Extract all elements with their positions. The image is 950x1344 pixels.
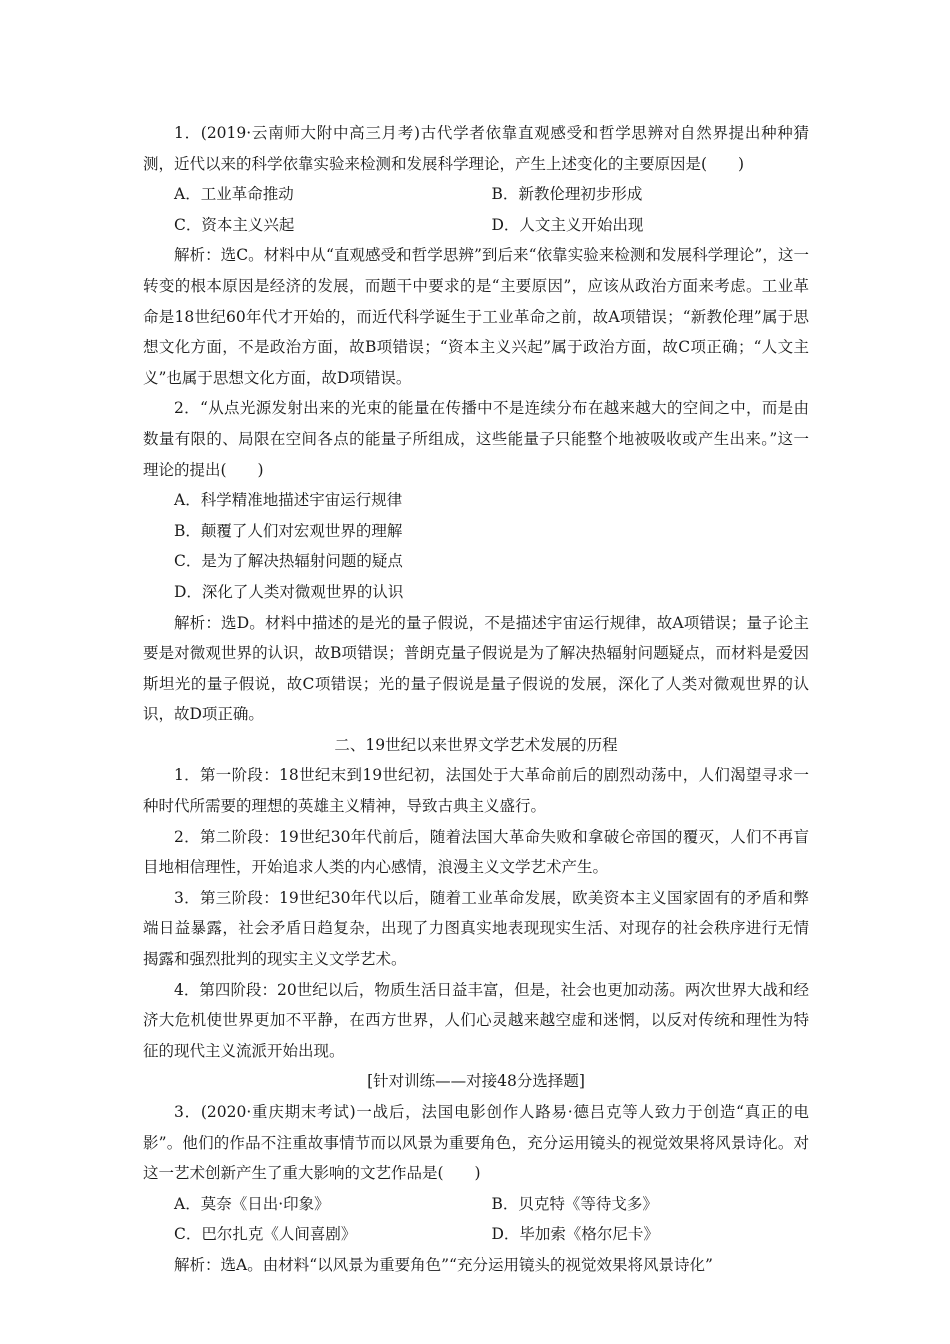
option-c: C．巴尔扎克《人间喜剧》 xyxy=(174,1225,357,1244)
training-heading: [针对训练——对接48分选择题] xyxy=(367,1072,585,1091)
option-b: B．新教伦理初步形成 xyxy=(491,185,643,204)
question-2-stem: 2．“从点光源发射出来的光束的能量在传播中不是连续分布在越来越大的空间之中，而是由数量有限的、局限在空间各点的能量子所组成，这些能量子只能整个地被吸收或产生出来。”这一理论的提出( ) xyxy=(143,399,809,479)
option-a: A．科学精准地描述宇宙运行规律 xyxy=(174,491,403,510)
question-1-options-row-1 xyxy=(143,179,809,210)
option-b: B．贝克特《等待戈多》 xyxy=(491,1194,658,1213)
question-1-analysis: 解析：选C。材料中从“直观感受和哲学思辨”到后来“依靠实验来检测和发展科学理论”，这一转变的根本原因是经济的发展，而题干中要求的是“主要原因”，应该从政治方面来考虑。工业革命是18世纪60年代才开始的，而近代科学诞生于工业革命之前，故A项错误；“新教伦理”属于思想文化方面，不是政治方面，故B项错误；“资本主义兴起”属于政治方面，故C项正确；“人文主义”也属于思想文化方面，故D项错误。 xyxy=(143,246,809,387)
question-3-stem: 3．(2020·重庆期末考试)一战后，法国电影创作人路易·德吕克等人致力于创造“真正的电影”。他们的作品不注重故事情节而以风景为重要角色，充分运用镜头的视觉效果将风景诗化。对这一艺术创新产生了重大影响的文艺作品是( ) xyxy=(143,1103,809,1183)
option-d: D．深化了人类对微观世界的认识 xyxy=(174,582,404,601)
question-1-options-row-2 xyxy=(143,210,809,241)
option-a: A．莫奈《日出·印象》 xyxy=(174,1194,330,1213)
stage-2: 2．第二阶段：19世纪30年代前后，随着法国大革命失败和拿破仑帝国的覆灭，人们不再盲目地相信理性，开始追求人类的内心感情，浪漫主义文学艺术产生。 xyxy=(143,827,809,877)
option-b: B．颠覆了人们对宏观世界的理解 xyxy=(174,521,403,540)
question-3-options-row-1 xyxy=(143,1189,809,1220)
option-a: A．工业革命推动 xyxy=(174,185,294,204)
option-c: C．资本主义兴起 xyxy=(174,215,295,234)
question-2-analysis: 解析：选D。材料中描述的是光的量子假说，不是描述宇宙运行规律，故A项错误；量子论主要是对微观世界的认识，故B项错误；普朗克量子假说是为了解决热辐射问题疑点，而材料是爱因斯坦光的量子假说，故C项错误；光的量子假说是量子假说的发展，深化了人类对微观世界的认识，故D项正确。 xyxy=(143,613,809,724)
option-c: C．是为了解决热辐射问题的疑点 xyxy=(174,552,403,571)
question-3-options-row-2 xyxy=(143,1219,809,1250)
stage-1: 1．第一阶段：18世纪末到19世纪初，法国处于大革命前后的剧烈动荡中，人们渴望寻求一种时代所需要的理想的英雄主义精神，导致古典主义盛行。 xyxy=(143,766,809,816)
stage-3: 3．第三阶段：19世纪30年代以后，随着工业革命发展，欧美资本主义国家固有的矛盾和弊端日益暴露，社会矛盾日趋复杂，出现了力图真实地表现现实生活、对现存的社会秩序进行无情揭露和强烈批判的现实主义文学艺术。 xyxy=(143,888,809,969)
stage-4: 4．第四阶段：20世纪以后，物质生活日益丰富，但是，社会也更加动荡。两次世界大战和经济大危机使世界更加不平静，在西方世界，人们心灵越来越空虚和迷惘，以反对传统和理性为特征的现代主义流派开始出现。 xyxy=(143,980,809,1060)
document-page xyxy=(143,118,809,1281)
question-1-stem: 1．(2019·云南师大附中高三月考)古代学者依靠直观感受和哲学思辨对自然界提出种种猜测，近代以来的科学依靠实验来检测和发展科学理论，产生上述变化的主要原因是( ) xyxy=(143,124,809,173)
option-d: D．毕加索《格尔尼卡》 xyxy=(491,1225,659,1244)
question-3-analysis: 解析：选A。由材料“以风景为重要角色”“充分运用镜头的视觉效果将风景诗化” xyxy=(174,1255,713,1274)
section-heading: 二、19世纪以来世界文学艺术发展的历程 xyxy=(334,735,618,754)
option-d: D．人文主义开始出现 xyxy=(491,215,644,234)
